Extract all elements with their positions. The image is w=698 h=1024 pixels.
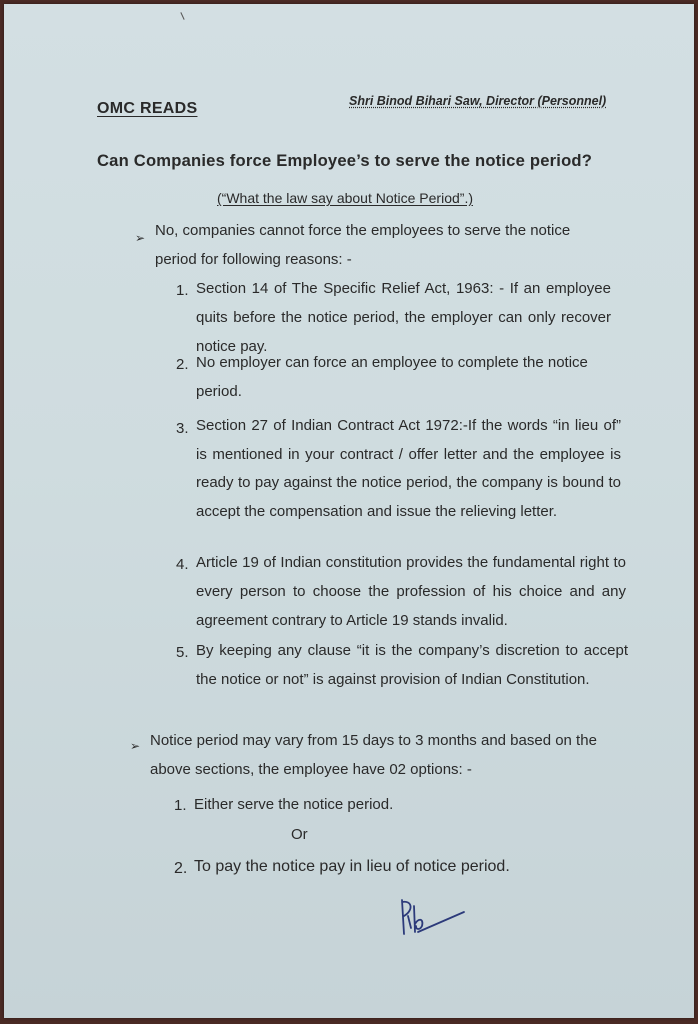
reason-number: 1. — [176, 282, 189, 299]
option-item: Either serve the notice period. — [194, 796, 394, 813]
reason-item: Article 19 of Indian constitution provides the fundamental right to every person to choose the profession of his choice and any agreement contrary to Article 19 stands invalid. — [196, 554, 626, 629]
option-number: 2. — [174, 860, 188, 877]
section2-intro: Notice period may vary from 15 days to 3 months and based on the above sections, the employee have 02 options: - — [150, 732, 597, 778]
signature-icon — [394, 894, 474, 944]
or-separator: Or — [291, 826, 308, 843]
reason-item: Section 27 of Indian Contract Act 1972:-If the words “in lieu of” is mentioned in your contract / offer letter and the employee is ready to pay against the notice period, the company is bound to accept the compensation and issue the relieving letter. — [196, 417, 621, 520]
option-item: To pay the notice pay in lieu of notice period. — [194, 858, 510, 875]
reason-number: 3. — [176, 420, 189, 437]
option-number: 1. — [174, 797, 187, 814]
page-title: Can Companies force Employee’s to serve the notice period? — [97, 151, 593, 170]
pen-mark — [180, 12, 184, 20]
reason-item: By keeping any clause “it is the company’s discretion to accept the notice or not” is against provision of Indian Constitution. — [196, 642, 628, 688]
arrow-bullet-icon: ➢ — [135, 231, 146, 245]
section1-intro: No, companies cannot force the employees to serve the notice period for following reasons: - — [155, 222, 571, 268]
arrow-bullet-icon: ➢ — [130, 739, 141, 753]
reason-number: 5. — [176, 644, 189, 661]
page-subtitle: (“What the law say about Notice Period”.) — [217, 190, 473, 206]
reason-number: 4. — [176, 556, 189, 573]
reason-item: Section 14 of The Specific Relief Act, 1963: - If an employee quits before the notice period, the employer can only recover notice pay. — [196, 280, 611, 355]
document-page — [4, 4, 694, 1018]
series-heading: OMC READS — [97, 100, 198, 117]
reason-number: 2. — [176, 356, 189, 373]
author-line: Shri Binod Bihari Saw, Director (Personnel) — [349, 94, 607, 108]
reason-item: No employer can force an employee to complete the notice period. — [196, 354, 588, 400]
